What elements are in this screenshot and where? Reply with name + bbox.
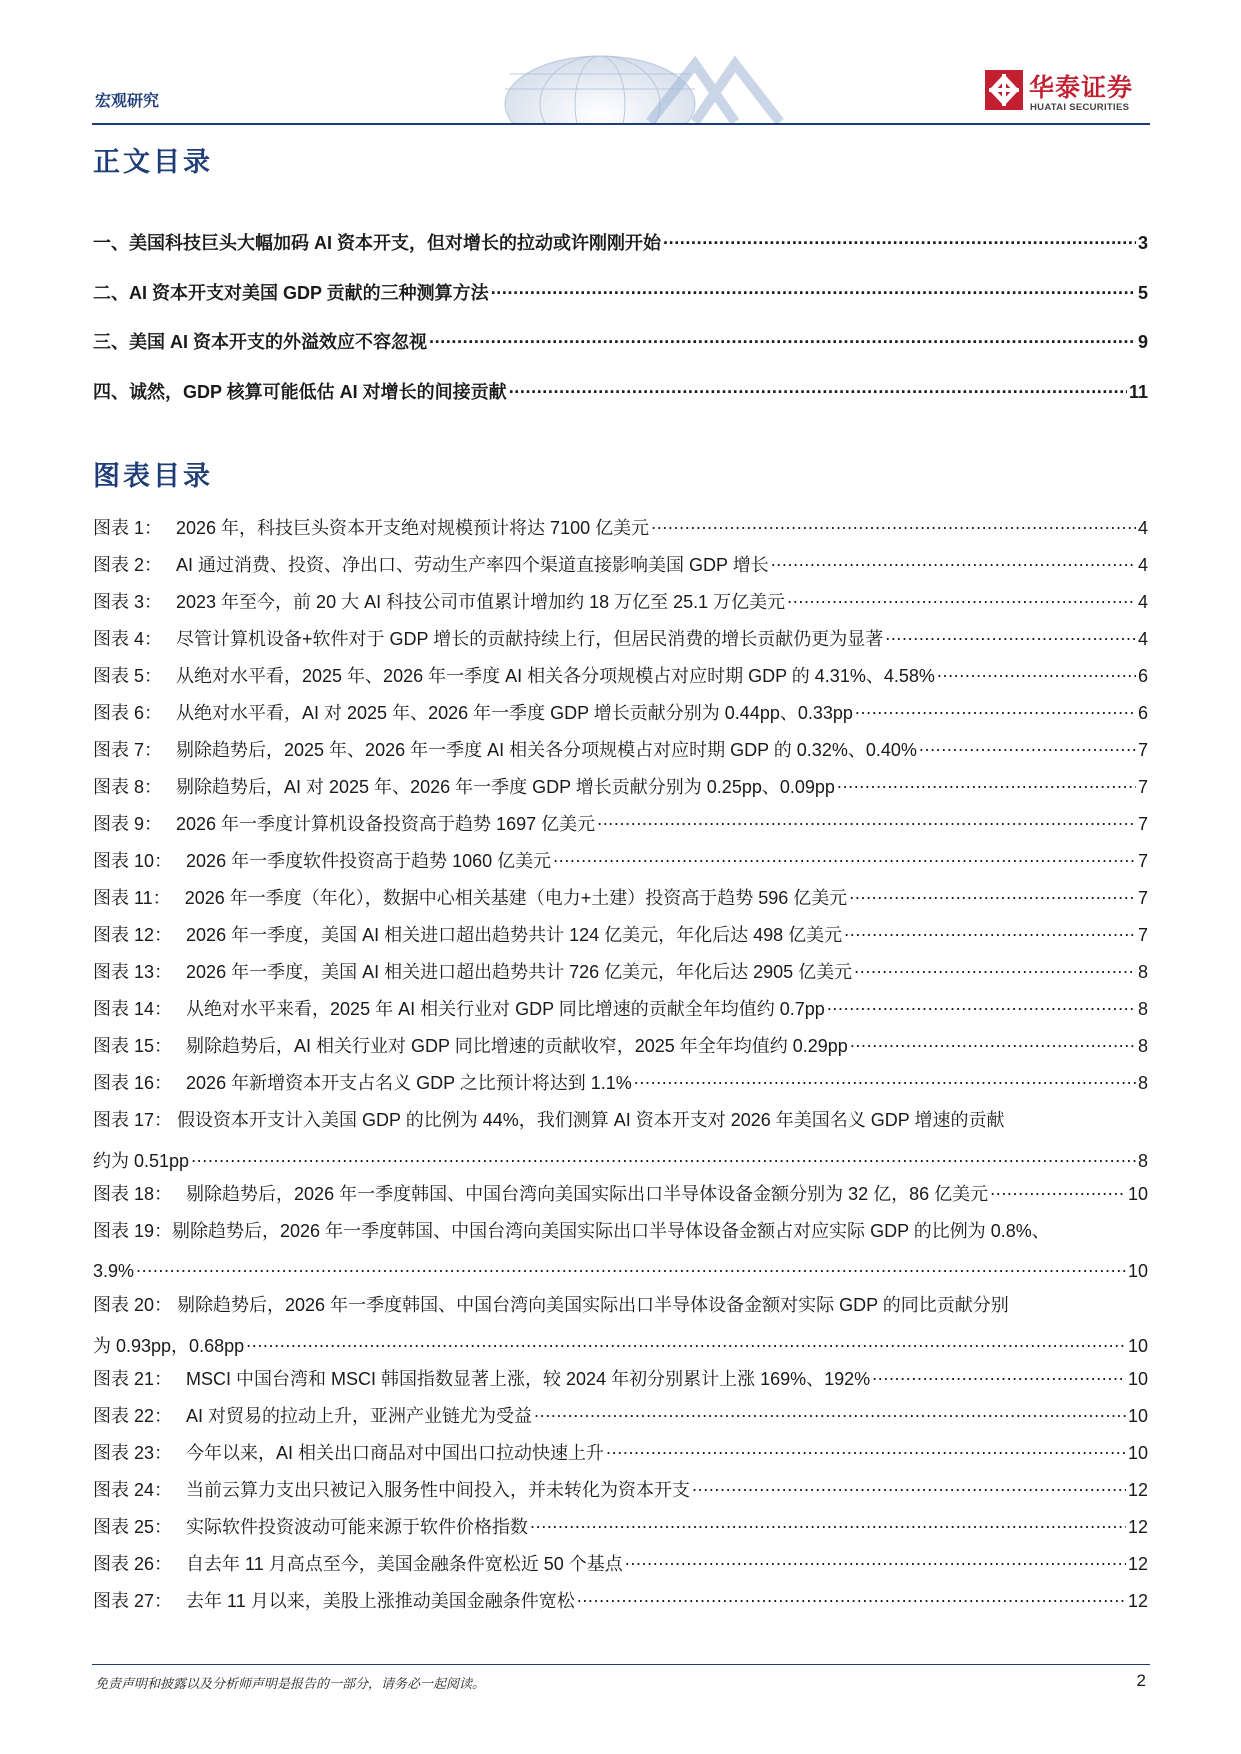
figure-entry[interactable]: 图表 10： 2026 年一季度软件投资高于趋势 1060 亿美元 ..... 7 [93, 847, 1148, 873]
figure-entry[interactable]: 图表 22： AI 对贸易的拉动上升，亚洲产业链尤为受益 ..... 10 [93, 1402, 1148, 1428]
header-section-label: 宏观研究 [95, 91, 160, 110]
main-toc-title: 正文目录 [93, 147, 213, 178]
huatai-logo-mark-icon [985, 70, 1023, 110]
figure-entry[interactable]: 图表 27： 去年 11 月以来，美股上涨推动美国金融条件宽松 ..... 12 [93, 1587, 1148, 1613]
header-globe-graphic [480, 34, 820, 124]
footer-divider [92, 1664, 1150, 1665]
figure-entry[interactable]: 图表 26： 自去年 11 月高点至今，美国金融条件宽松近 50 个基点 ..... 12 [93, 1550, 1148, 1576]
page-number: 2 [1136, 1671, 1146, 1690]
figure-entry[interactable]: 图表 9： 2026 年一季度计算机设备投资高于趋势 1697 亿美元 ..... 7 [93, 810, 1148, 836]
figure-entry-wrapped[interactable]: 图表 17： 假设资本开支计入美国 GDP 的比例为 44%，我们测算 AI 资本开支对 2026 年美国名义 GDP 增速的贡献 约为 0.51pp ..... 8 [93, 1106, 1148, 1173]
toc-entry[interactable]: 四、诚然，GDP 核算可能低估 AI 对增长的间接贡献 ..... 11 [93, 378, 1148, 404]
figure-entry[interactable]: 图表 15： 剔除趋势后，AI 相关行业对 GDP 同比增速的贡献收窄，2025 年全年均值约 0.29pp ..... 8 [93, 1032, 1148, 1058]
toc-entry[interactable]: 三、美国 AI 资本开支的外溢效应不容忽视 ..... 9 [93, 328, 1148, 354]
logo-english-name: HUATAI SECURITIES [1030, 102, 1130, 113]
figure-entry[interactable]: 图表 11： 2026 年一季度（年化），数据中心相关基建（电力+土建）投资高于趋势 596 亿美元 ..... 7 [93, 884, 1148, 910]
header-divider [92, 123, 1150, 125]
figure-entry[interactable]: 图表 1： 2026 年，科技巨头资本开支绝对规模预计将达 7100 亿美元 ..... 4 [93, 514, 1148, 540]
figure-entry[interactable]: 图表 6： 从绝对水平看，AI 对 2025 年、2026 年一季度 GDP 增长贡献分别为 0.44pp、0.33pp ..... 6 [93, 699, 1148, 725]
figure-entry[interactable]: 图表 5： 从绝对水平看，2025 年、2026 年一季度 AI 相关各分项规模占对应时期 GDP 的 4.31%、4.58% ..... 6 [93, 662, 1148, 688]
figure-entry-wrapped[interactable]: 图表 20： 剔除趋势后，2026 年一季度韩国、中国台湾向美国实际出口半导体设备金额对实际 GDP 的同比贡献分别 为 0.93pp，0.68pp ..... 10 [93, 1291, 1148, 1358]
figure-entry[interactable]: 图表 23： 今年以来，AI 相关出口商品对中国出口拉动快速上升 ..... 10 [93, 1439, 1148, 1465]
figure-entry[interactable]: 图表 18： 剔除趋势后，2026 年一季度韩国、中国台湾向美国实际出口半导体设备金额分别为 32 亿，86 亿美元 ..... 10 [93, 1180, 1148, 1206]
figure-entry[interactable]: 图表 25： 实际软件投资波动可能来源于软件价格指数 ..... 12 [93, 1513, 1148, 1539]
figure-entry-wrapped[interactable]: 图表 19：剔除趋势后，2026 年一季度韩国、中国台湾向美国实际出口半导体设备金额占对应实际 GDP 的比例为 0.8%、 3.9% ..... 10 [93, 1217, 1148, 1282]
figure-entry[interactable]: 图表 4： 尽管计算机设备+软件对于 GDP 增长的贡献持续上行，但居民消费的增长贡献仍更为显著 ..... 4 [93, 625, 1148, 651]
figure-entry[interactable]: 图表 24： 当前云算力支出只被记入服务性中间投入，并未转化为资本开支 ..... 12 [93, 1476, 1148, 1502]
figure-entry[interactable]: 图表 2： AI 通过消费、投资、净出口、劳动生产率四个渠道直接影响美国 GDP 增长 ..... 4 [93, 551, 1148, 577]
figure-entry[interactable]: 图表 8： 剔除趋势后，AI 对 2025 年、2026 年一季度 GDP 增长贡献分别为 0.25pp、0.09pp ..... 7 [93, 773, 1148, 799]
toc-entry[interactable]: 二、AI 资本开支对美国 GDP 贡献的三种测算方法 ..... 5 [93, 279, 1148, 305]
figure-entry[interactable]: 图表 21： MSCI 中国台湾和 MSCI 韩国指数显著上涨，较 2024 年初分别累计上涨 169%、192% ..... 10 [93, 1365, 1148, 1391]
figure-entry[interactable]: 图表 14： 从绝对水平来看，2025 年 AI 相关行业对 GDP 同比增速的贡献全年均值约 0.7pp ..... 8 [93, 995, 1148, 1021]
figure-entry[interactable]: 图表 7： 剔除趋势后，2025 年、2026 年一季度 AI 相关各分项规模占对应时期 GDP 的 0.32%、0.40% ..... 7 [93, 736, 1148, 762]
toc-entry[interactable]: 一、美国科技巨头大幅加码 AI 资本开支，但对增长的拉动或许刚刚开始 ..... 3 [93, 229, 1148, 255]
figure-entry[interactable]: 图表 3： 2023 年至今，前 20 大 AI 科技公司市值累计增加约 18 万亿至 25.1 万亿美元 ..... 4 [93, 588, 1148, 614]
figure-entry[interactable]: 图表 13： 2026 年一季度，美国 AI 相关进口超出趋势共计 726 亿美元，年化后达 2905 亿美元 ..... 8 [93, 958, 1148, 984]
footer-disclaimer: 免责声明和披露以及分析师声明是报告的一部分，请务必一起阅读。 [95, 1677, 486, 1692]
figure-entry[interactable]: 图表 12： 2026 年一季度，美国 AI 相关进口超出趋势共计 124 亿美元，年化后达 498 亿美元 ..... 7 [93, 921, 1148, 947]
logo-chinese-name: 华泰证券 [1029, 73, 1134, 102]
figure-toc-title: 图表目录 [93, 461, 213, 492]
figure-entry[interactable]: 图表 16： 2026 年新增资本开支占名义 GDP 之比预计将达到 1.1% ..... 8 [93, 1069, 1148, 1095]
